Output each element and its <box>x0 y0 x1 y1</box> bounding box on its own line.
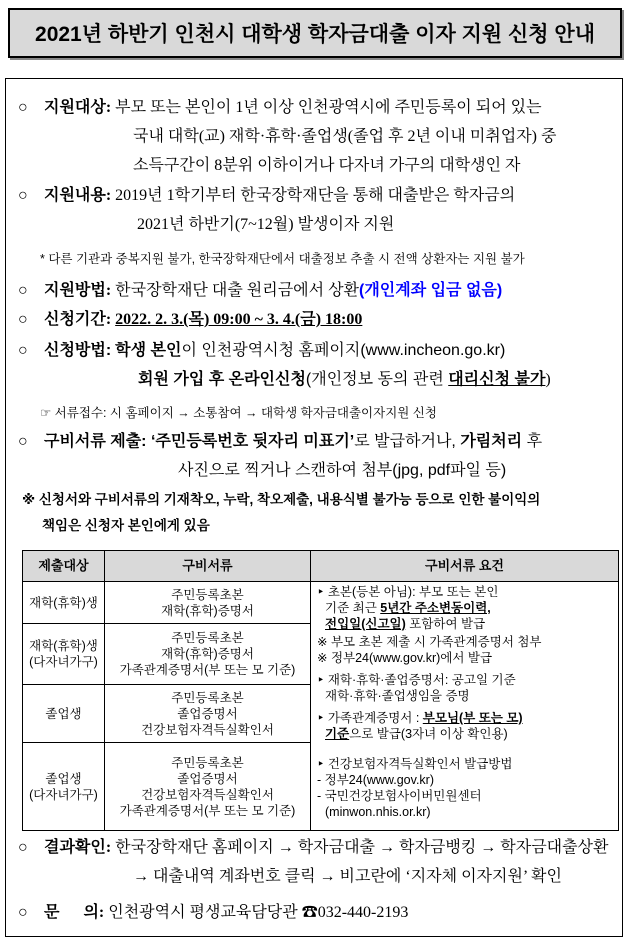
section-period: ○ 신청기간: 2022. 2. 3.(목) 09:00 ~ 3. 4.(금) 18:00 <box>18 311 363 328</box>
req-line: 전입일(신고일) 포함하여 발급 <box>325 617 486 631</box>
target-cell: 졸업생 (다자녀가구) <box>23 743 105 831</box>
target-line: 국내 대학(교) 재학·휴학·졸업생(졸업 후 2년 이내 미취업자) 중 <box>133 128 557 145</box>
section-target: ○ 지원대상: 부모 또는 본인이 1년 이상 인천광역시에 주민등록이 되어 있는 <box>18 99 542 116</box>
result-line: → 대출내역 계좌번호 클릭 → 비고란에 ‘지자체 이자지원’ 확인 <box>133 868 562 885</box>
target-line: 소득구간이 8분위 이하이거나 다자녀 가구의 대학생인 자 <box>133 157 521 174</box>
page-title: 2021년 하반기 인천시 대학생 학자금대출 이자 지원 신청 안내 <box>8 8 622 58</box>
section-method: ○ 지원방법: 한국장학재단 대출 원리금에서 상환(개인계좌 입금 없음) <box>18 282 503 299</box>
req-line: 기준 최근 5년간 주소변동이력, <box>325 601 491 615</box>
section-contact: ○ 문 의: 인천광역시 평생교육담당관 ☎032-440-2193 <box>18 904 409 921</box>
docs-cell: 주민등록초본 졸업증명서 건강보험자격득실확인서 <box>105 685 311 743</box>
section-apply: ○ 신청방법: 학생 본인이 인천광역시청 홈페이지(www.incheon.go.kr) <box>18 342 506 359</box>
table-row <box>23 582 619 624</box>
column-header: 구비서류 요건 <box>311 551 619 582</box>
note: * 다른 기관과 중복지원 불가, 한국장학재단에서 대출정보 추출 시 전액 상환자는 지원 불가 <box>40 252 525 266</box>
docs-cell: 주민등록초본 졸업증명서 건강보험자격득실확인서 가족관계증명서(부 또는 모 기준) <box>105 743 311 831</box>
target-cell: 재학(휴학)생 <box>23 582 105 624</box>
req-line: 기준으로 발급(3자녀 이상 확인용) <box>325 727 508 741</box>
requirements-cell: ‣ 초본(등본 아님): 부모 또는 본인 기준 최근 5년간 주소변동이력, 전입일(신고일) 포함하여 발급 ※ 부모 초본 제출 시 가족관계증명서 첨부 ※ 정부24(www.gov.kr)에서 발급 ‣ 재학·휴학·졸업증명서: 공고일 기준 재학·휴학·졸업생임을 증명 ‣ 가족관계증명서 : 부모님(부 또는 모) 기준으로 발급(3자녀 이상 확인용) ‣ 건강보험자격득실확인서 발급방법 - 정부24(www.gov.kr) - 국민건강보험사이버민원센터 (minwon.nhis.or.kr) <box>311 582 619 831</box>
apply-line: 회원 가입 후 온라인신청(개인정보 동의 관련 대리신청 불가) <box>138 371 551 388</box>
docs-route: ☞ 서류접수: 시 홈페이지 → 소통참여 → 대학생 학자금대출이자지원 신청 <box>40 406 437 420</box>
target-cell: 졸업생 <box>23 685 105 743</box>
column-header: 구비서류 <box>105 551 311 582</box>
docs-cell: 주민등록초본 재학(휴학)증명서 가족관계증명서(부 또는 모 기준) <box>105 624 311 685</box>
target-cell: 재학(휴학)생 (다자녀가구) <box>23 624 105 685</box>
documents-table <box>22 550 619 831</box>
table-header <box>23 551 619 582</box>
warning: 책임은 신청자 본인에게 있음 <box>42 518 210 533</box>
content-line: 2021년 하반기(7~12월) 발생이자 지원 <box>137 216 395 233</box>
docs-cell: 주민등록초본 재학(휴학)증명서 <box>105 582 311 624</box>
section-result: ○ 결과확인: 한국장학재단 홈페이지 → 학자금대출 → 학자금뱅킹 → 학자금대출상환 <box>18 839 609 856</box>
section-content: ○ 지원내용: 2019년 1학기부터 한국장학재단을 통해 대출받은 학자금의 <box>18 187 516 204</box>
column-header: 제출대상 <box>23 551 105 582</box>
section-docs: ○ 구비서류 제출: ‘주민등록번호 뒷자리 미표기’로 발급하거나, 가림처리 후 <box>18 433 543 450</box>
docs-line: 사진으로 찍거나 스캔하여 첨부(jpg, pdf파일 등) <box>178 462 507 479</box>
warning: ※ 신청서와 구비서류의 기재착오, 누락, 착오제출, 내용식별 불가능 등으로 인한 불이익의 <box>22 492 541 507</box>
req-line: ‣ 가족관계증명서 : 부모님(부 또는 모) <box>317 711 523 725</box>
